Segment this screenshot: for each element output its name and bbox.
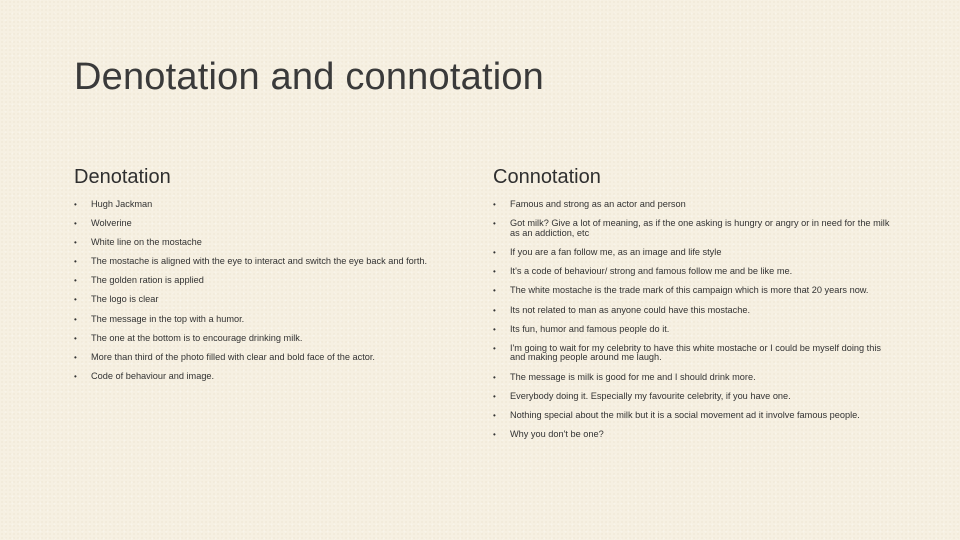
list-item-text: More than third of the photo filled with clear and bold face of the actor. [91,351,375,362]
list-item-text: It's a code of behaviour/ strong and famous follow me and be like me. [510,266,793,276]
list-item [493,306,893,316]
bullet-icon: • [493,200,496,209]
list-item [74,200,474,210]
connotation-list [493,200,893,440]
list-item [74,295,474,305]
list-item-text: Why you don't be one? [510,429,604,439]
denotation-list [74,200,474,381]
bullet-icon: • [493,324,496,334]
list-item [74,238,474,248]
bullet-icon: • [74,371,77,381]
bullet-icon: • [493,372,496,382]
list-item [493,325,893,335]
list-item-text: Nothing special about the milk but it is a social movement ad it involve famous people. [510,409,860,420]
bullet-icon: • [493,410,496,420]
list-item [74,315,474,325]
list-item [493,267,893,277]
bullet-icon: • [493,219,496,228]
list-item [493,219,893,238]
list-item-text: The white mostache is the trade mark of this campaign which is more that 20 years now. [510,285,869,295]
list-item [74,219,474,229]
bullet-icon: • [74,219,77,229]
list-item [74,276,474,286]
bullet-icon: • [493,391,496,401]
slide-title: Denotation and connotation [74,56,545,98]
list-item-text: If you are a fan follow me, as an image and life style [510,247,722,257]
list-item [74,353,474,363]
bullet-icon: • [493,305,496,315]
list-item [493,392,893,402]
bullet-icon: • [493,267,496,276]
list-item [493,344,893,363]
bullet-icon: • [74,314,77,324]
list-item-text: Wolverine [91,218,132,229]
list-item-text: The message in the top with a humor. [91,313,245,324]
bullet-icon: • [74,333,77,343]
bullet-icon: • [493,286,496,295]
list-item [493,200,893,210]
list-item-text: Got milk? Give a lot of meaning, as if the one asking is hungry or angry or in need for the milk as an addiction, etc [510,218,890,238]
denotation-heading: Denotation [74,166,171,188]
list-item [493,373,893,383]
list-item-text: The golden ration is applied [91,275,204,286]
list-item [493,430,893,440]
denotation-column [74,166,474,391]
list-item [493,248,893,258]
list-item-text: I'm going to wait for my celebrity to have this white mostache or I could be myself doing this and making people around me laugh. [510,342,881,362]
bullet-icon: • [74,200,77,209]
bullet-icon: • [74,238,77,248]
list-item-text: The one at the bottom is to encourage drinking milk. [91,332,303,343]
bullet-icon: • [74,276,77,286]
bullet-icon: • [74,257,77,267]
list-item-text: The message is milk is good for me and I should drink more. [510,371,756,382]
list-item-text: Its fun, humor and famous people do it. [510,323,670,334]
list-item [493,286,893,296]
list-item-text: Hugh Jackman [91,199,153,209]
list-item-text: White line on the mostache [91,237,202,248]
list-item-text: Everybody doing it. Especially my favourite celebrity, if you have one. [510,390,791,401]
list-item-text: The mostache is aligned with the eye to interact and switch the eye back and forth. [91,256,428,267]
list-item [493,411,893,421]
list-item [74,372,474,382]
bullet-icon: • [74,352,77,362]
bullet-icon: • [493,343,496,353]
bullet-icon: • [493,248,496,257]
list-item-text: Its not related to man as anyone could have this mostache. [510,304,751,315]
bullet-icon: • [74,295,77,305]
connotation-column [493,166,893,449]
list-item-text: Code of behaviour and image. [91,370,215,381]
bullet-icon: • [493,430,496,439]
list-item-text: Famous and strong as an actor and person [510,199,686,209]
list-item-text: The logo is clear [91,294,159,305]
list-item [74,334,474,344]
list-item [74,257,474,267]
connotation-heading: Connotation [493,166,601,188]
